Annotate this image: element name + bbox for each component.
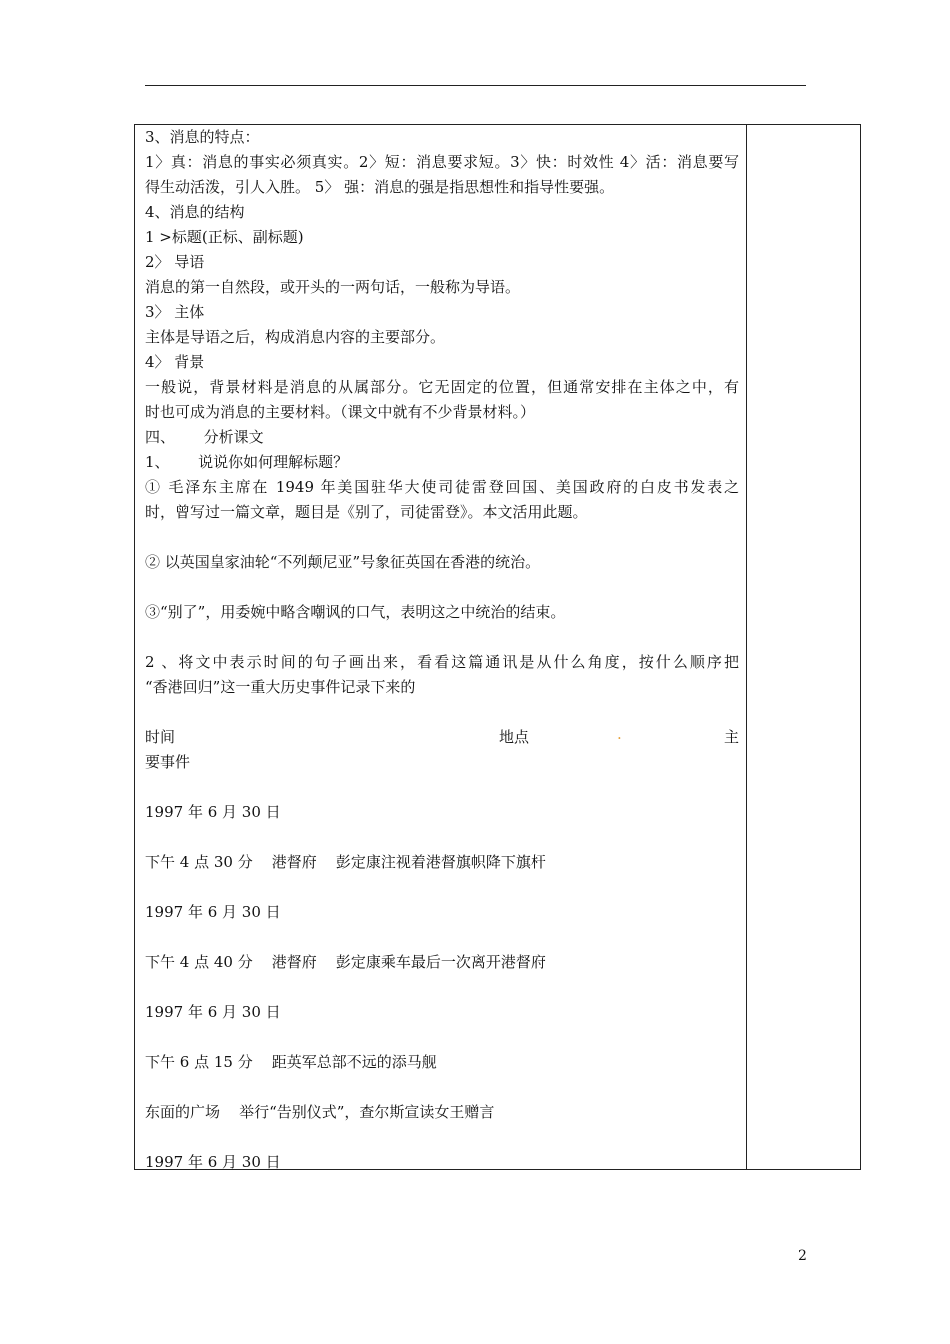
text-line: 1 >标题(正标、副标题) xyxy=(145,228,304,246)
page-number: 2 xyxy=(798,1248,807,1264)
lesson-content xyxy=(145,125,739,1175)
marker-dot: . xyxy=(617,725,622,743)
text-line: 2 、将文中表示时间的句子画出来，看看这篇通讯是从什么角度，按什么顺序把 xyxy=(145,653,739,671)
timeline-entry: 东面的广场 举行“告别仪式”，查尔斯宣读女王赠言 xyxy=(145,1103,495,1121)
text-line: 一般说，背景材料是消息的从属部分。它无固定的位置，但通常安排在主体之中，有 xyxy=(145,378,739,396)
text-line: “香港回归”这一重大历史事件记录下来的 xyxy=(145,678,416,696)
text-line: 3〉 主体 xyxy=(145,303,205,321)
timeline-date: 1997 年 6 月 30 日 xyxy=(145,1153,281,1171)
header-rule xyxy=(145,85,806,86)
text-line: ② 以英国皇家油轮“不列颠尼亚”号象征英国在香港的统治。 xyxy=(145,553,541,571)
column-divider xyxy=(746,125,747,1169)
question-heading: 1、 说说你如何理解标题？ xyxy=(145,453,349,471)
header-time: 时间 xyxy=(145,728,176,746)
timeline-entry: 下午 4 点 40 分 港督府 彭定康乘车最后一次离开港督府 xyxy=(145,953,546,971)
timeline-header xyxy=(145,725,739,750)
text-line: ③“别了”，用委婉中略含嘲讽的口气，表明这之中统治的结束。 xyxy=(145,603,566,621)
timeline-date: 1997 年 6 月 30 日 xyxy=(145,903,281,921)
text-line: 2〉 导语 xyxy=(145,253,205,271)
header-event-start: 主 xyxy=(723,728,739,746)
lesson-table xyxy=(134,124,861,1170)
text-line: 消息的第一自然段，或开头的一两句话，一般称为导语。 xyxy=(145,278,521,296)
header-place: 地点 xyxy=(499,728,530,746)
timeline-date: 1997 年 6 月 30 日 xyxy=(145,803,281,821)
text-line: 时，曾写过一篇文章，题目是《别了，司徒雷登》。本文活用此题。 xyxy=(145,503,588,521)
text-line: 4、消息的结构 xyxy=(145,203,245,221)
text-line: 4〉 背景 xyxy=(145,353,205,371)
text-line: 主体是导语之后，构成消息内容的主要部分。 xyxy=(145,328,446,346)
text-line: 1〉真：消息的事实必须真实。2〉短：消息要求短。3〉快：时效性 4〉活：消息要写 xyxy=(145,153,739,171)
header-event-end: 要事件 xyxy=(145,753,191,771)
text-line: 时也可成为消息的主要材料。（课文中就有不少背景材料。） xyxy=(145,403,536,421)
text-line: ① 毛泽东主席在 1949 年美国驻华大使司徒雷登回国、美国政府的白皮书发表之 xyxy=(145,478,739,496)
timeline-entry: 下午 4 点 30 分 港督府 彭定康注视着港督旗帜降下旗杆 xyxy=(145,853,546,871)
timeline-entry: 下午 6 点 15 分 距英军总部不远的添马舰 xyxy=(145,1053,437,1071)
timeline-date: 1997 年 6 月 30 日 xyxy=(145,1003,281,1021)
section-heading: 四、 分析课文 xyxy=(145,428,264,446)
text-line: 得生动活泼，引人入胜。 5〉 强：消息的强是指思想性和指导性要强。 xyxy=(145,178,615,196)
text-line: 3、消息的特点： xyxy=(145,128,260,146)
